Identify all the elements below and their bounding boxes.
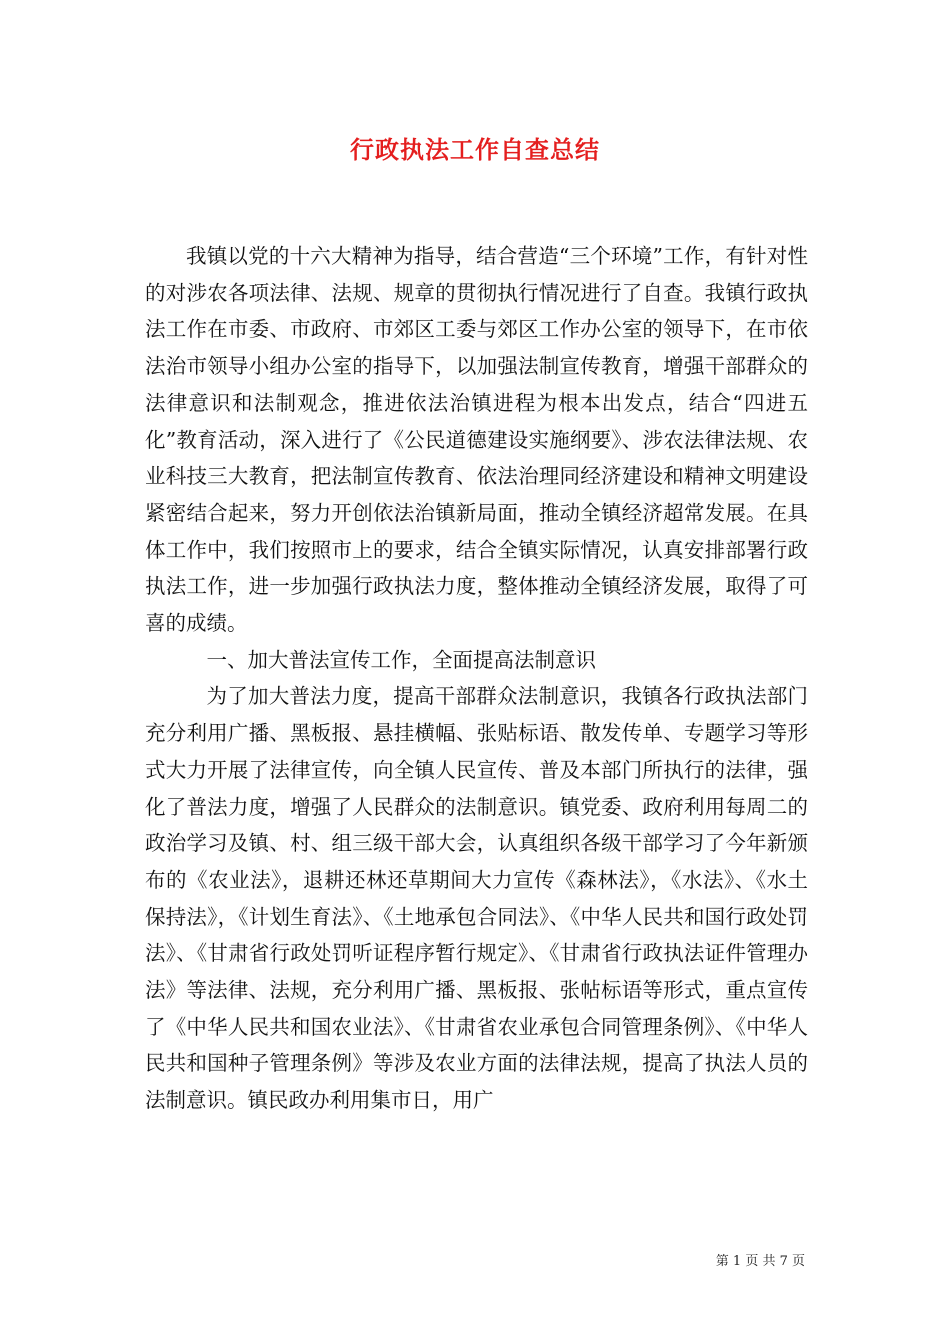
section-heading-1: 一、加大普法宣传工作，全面提高法制意识 [206, 647, 596, 672]
document-title: 行政执法工作自查总结 [350, 135, 600, 164]
paragraph-intro: 我镇以党的十六大精神为指导，结合营造“三个环境”工作，有针对性的对涉农各项法律、法规、规章的贯彻执行情况进行了自查。我镇行政执法工作在市委、市政府、市郊区工委与郊区工作办公室的领导下，在市依法治市领导小组办公室的指导下，以加强法制宣传教育，增强干部群众的法律意识和法制观念，推进依法治镇进程为根本出发点，结合“四进五化”教育活动，深入进行了《公民道德建设实施纲要》、涉农法律法规、农业科技三大教育，把法制宣传教育、依法治理同经济建设和精神文明建设紧密结合起来，努力开创依法治镇新局面，推动全镇经济超常发展。在具体工作中，我们按照市上的要求，结合全镇实际情况，认真安排部署行政执法工作，进一步加强行政执法力度，整体推动全镇经济发展，取得了可喜的成绩。 [145, 244, 808, 636]
page-number: 第 1 页 共 7 页 [715, 1254, 805, 1269]
paragraph-section-1: 为了加大普法力度，提高干部群众法制意识，我镇各行政执法部门充分利用广播、黑板报、悬挂横幅、张贴标语、散发传单、专题学习等形式大力开展了法律宣传，向全镇人民宣传、普及本部门所执行的法律，强化了普法力度，增强了人民群众的法制意识。镇党委、政府利用每周二的政治学习及镇、村、组三级干部大会，认真组织各级干部学习了今年新颁布的《农业法》，退耕还林还草期间大力宣传《森林法》，《水法》、《水土保持法》，《计划生育法》、《土地承包合同法》、《中华人民共和国行政处罚法》、《甘肃省行政处罚听证程序暂行规定》、《甘肃省行政执法证件管理办法》等法律、法规，充分利用广播、黑板报、张帖标语等形式，重点宣传了《中华人民共和国农业法》、《甘肃省农业承包合同管理条例》、《中华人民共和国种子管理条例》等涉及农业方面的法律法规，提高了执法人员的法制意识。镇民政办利用集市日，用广 [145, 684, 808, 1113]
document-body [145, 238, 808, 1119]
